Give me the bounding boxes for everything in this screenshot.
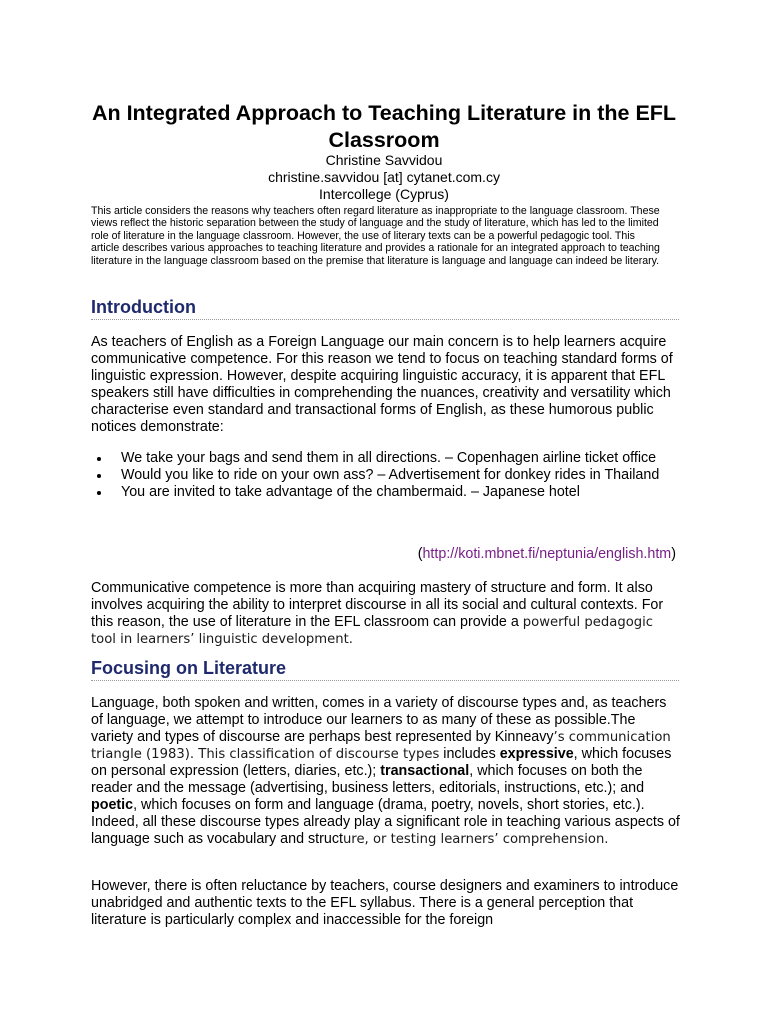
bullet-icon	[97, 457, 101, 461]
author-affiliation: Intercollege (Cyprus)	[319, 186, 449, 202]
list-item: Would you like to ride on your own ass? – Advertisement for donkey rides in Thailand	[91, 467, 681, 484]
article-title: An Integrated Approach to Teaching Literature in the EFL Classroom	[91, 101, 677, 153]
list-item: We take your bags and send them in all directions. – Copenhagen airline ticket office	[91, 450, 681, 467]
heading-introduction: Introduction	[91, 296, 679, 320]
term-transactional: transactional	[380, 763, 470, 779]
reluctance-paragraph: However, there is often reluctance by teachers, course designers and examiners to introduce unabridged and authentic texts to the EFL syllabus. There is a general perception that literature is particularly complex and inaccessible for the foreign	[91, 878, 679, 928]
discourse-paragraph: Language, both spoken and written, comes in a variety of discourse types and, as teachers of language, we attempt to introduce our learners to as many of these as possible.The variety and types of discourse are perhaps best represented by Kinneavy’s communication triangle (1983). This classification of discourse types includes expressive, which focuses on personal expression (letters, diaries, etc.); transactional, which focuses on both the reader and the message (advertising, business letters, editorials, instructions, etc.); and poetic, which focuses on form and language (drama, poetry, novels, short stories, etc.). Indeed, all these discourse types already play a significant role in teaching various aspects of language such as vocabulary and structure, or testing learners’ comprehension.	[91, 695, 680, 847]
source-citation: (http://koti.mbnet.fi/neptunia/english.htm)	[417, 546, 676, 562]
bullet-icon	[97, 491, 101, 495]
competence-paragraph: Communicative competence is more than acquiring mastery of structure and form. It also involves acquiring the ability to interpret discourse in all its social and cultural contexts. For this reason, the use of literature in the EFL classroom can provide a powerful pedagogic tool in learners’ linguistic development.	[91, 580, 664, 647]
list-item: You are invited to take advantage of the chambermaid. – Japanese hotel	[91, 484, 681, 501]
term-expressive: expressive	[499, 746, 574, 762]
author-email: christine.savvidou [at] cytanet.com.cy	[268, 169, 500, 185]
heading-focusing-on-literature: Focusing on Literature	[91, 657, 679, 681]
term-poetic: poetic	[91, 797, 134, 813]
abstract: This article considers the reasons why teachers often regard literature as inappropriate to the language classroom. These views reflect the historic separation between the study of language and the study of literature, which has led to the limited role of literature in the language classroom. However, the use of literary texts can be a powerful pedagogic tool. This article describes various approaches to teaching literature and provides a rationale for an integrated approach to teaching literature in the language classroom based on the premise that literature is language and language can indeed be literary.	[91, 205, 660, 267]
source-link[interactable]: http://koti.mbnet.fi/neptunia/english.htm	[422, 546, 672, 562]
bullet-icon	[97, 474, 101, 478]
byline	[60, 152, 708, 203]
author-name: Christine Savvidou	[325, 152, 443, 168]
intro-paragraph: As teachers of English as a Foreign Language our main concern is to help learners acquire communicative competence. For this reason we tend to focus on teaching standard forms of linguistic expression. However, despite acquiring linguistic accuracy, it is apparent that EFL speakers still have difficulties in comprehending the nuances, creativity and versatility which characterise even standard and transactional forms of English, as these humorous public notices demonstrate:	[91, 334, 673, 435]
public-notices-list	[91, 450, 681, 501]
paragraph-tail: powerful pedagogic tool in learners’ linguistic development.	[91, 615, 654, 647]
